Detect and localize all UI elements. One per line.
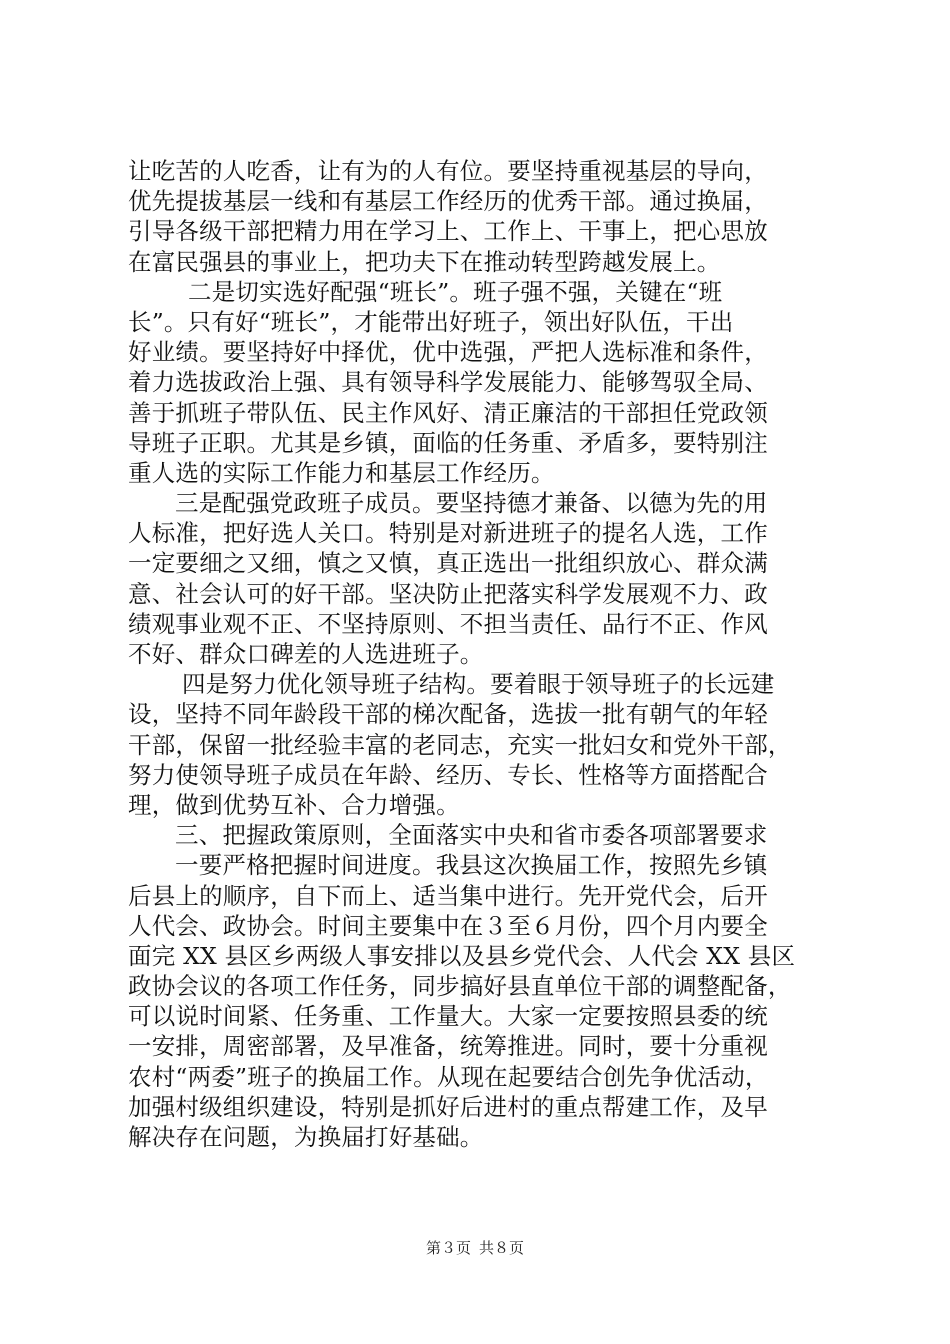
text-line: 干部，保留一批经验丰富的老同志，充实一批妇女和党外干部， [128,730,792,759]
text-line: 一定要细之又细，慎之又慎，真正选出一批组织放心、群众满 [128,549,768,578]
document-body [128,156,828,1152]
text-line: 三、把握政策原则，全面落实中央和省市委各项部署要求 [175,821,768,850]
text-line: 后县上的顺序，自下而上、适当集中进行。先开党代会，后开 [128,881,768,910]
text-line: 农村“两委”班子的换届工作。从现在起要结合创先争优活动， [128,1062,769,1091]
text-line: 一安排，周密部署，及早准备，统筹推进。同时，要十分重视 [128,1032,768,1061]
text-line: 努力使领导班子成员在年龄、经历、专长、性格等方面搭配合 [128,760,768,789]
text-line: 绩观事业观不正、不坚持原则、不担当责任、品行不正、作风 [128,609,768,638]
text-line: 好业绩。要坚持好中择优，优中选强，严把人选标准和条件， [128,338,768,367]
text-line: 着力选拔政治上强、具有领导科学发展能力、能够驾驭全局、 [128,368,768,397]
text-line: 不好、群众口碑差的人选进班子。 [128,640,484,668]
text-line: 政协会议的各项工作任务，同步搞好县直单位干部的调整配备， [128,972,792,1001]
text-line: 意、社会认可的好干部。坚决防止把落实科学发展观不力、政 [128,579,768,608]
text-line: 导班子正职。尤其是乡镇，面临的任务重、矛盾多，要特别注 [128,428,768,457]
text-line: 人标准，把好选人关口。特别是对新进班子的提名人选，工作 [128,519,768,548]
text-line: 二是切实选好配强“班长”。班子强不强，关键在“班 [188,277,723,306]
text-line: 一要严格把握时间进度。我县这次换届工作，按照先乡镇 [175,851,768,880]
text-line: 让吃苦的人吃香，让有为的人有位。要坚持重视基层的导向， [128,157,768,185]
page-total: 共８页 [479,1239,525,1257]
text-line: 善于抓班子带队伍、民主作风好、清正廉洁的干部担任党政领 [128,398,768,427]
text-line: 解决存在问题，为换届打好基础。 [128,1123,484,1151]
text-line: 加强村级组织建设，特别是抓好后进村的重点帮建工作，及早 [128,1092,768,1121]
text-line: 三是配强党政班子成员。要坚持德才兼备、以德为先的用 [175,489,768,518]
text-line: 引导各级干部把精力用在学习上、工作上、干事上，把心思放 [128,217,768,246]
text-line: 理，做到优势互补、合力增强。 [128,790,460,819]
text-line: 人代会、政协会。时间主要集中在３至６月份，四个月内要全 [128,911,768,940]
text-line: 可以说时间紧、任务重、工作量大。大家一定要按照县委的统 [128,1002,768,1031]
text-line: 长”。只有好“班长”，才能带出好班子，领出好队伍，干出 [128,307,734,336]
page-number: 第３页 [425,1239,471,1257]
text-line: 重人选的实际工作能力和基层工作经历。 [128,458,555,487]
text-line: 设，坚持不同年龄段干部的梯次配备，选拔一批有朝气的年轻 [128,700,768,729]
text-line: 在富民强县的事业上，把功夫下在推动转型跨越发展上。 [128,247,721,276]
text-line: 面完 XX 县区乡两级人事安排以及县乡党代会、人代会 XX 县区 [128,941,796,970]
text-line: 优先提拔基层一线和有基层工作经历的优秀干部。通过换届， [128,187,768,216]
page-footer [0,1237,950,1258]
text-line: 四是努力优化领导班子结构。要着眼于领导班子的长远建 [182,670,775,699]
